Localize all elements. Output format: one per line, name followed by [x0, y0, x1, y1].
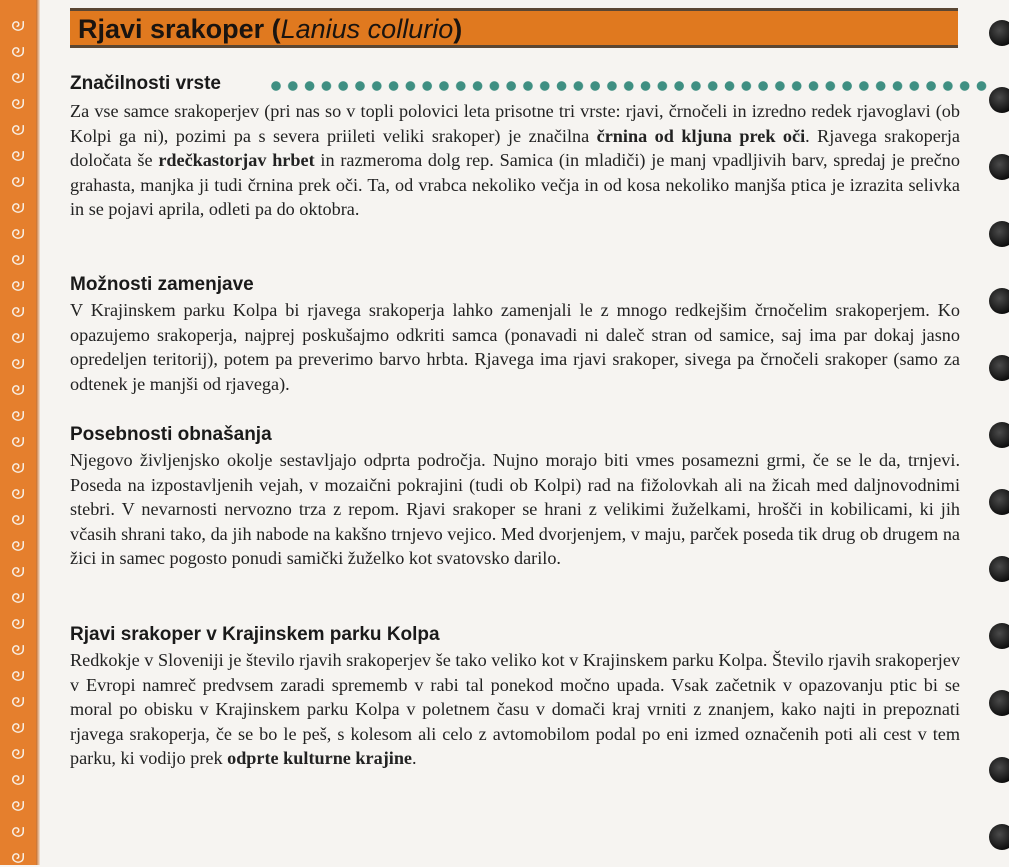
curl-icon: ᘐ	[8, 150, 27, 162]
curl-icon: ᘐ	[8, 410, 27, 422]
spiral-ring-icon	[989, 489, 1009, 515]
curl-icon: ᘐ	[8, 644, 27, 656]
curl-icon: ᘐ	[8, 306, 27, 318]
heading-park: Rjavi srakoper v Krajinskem parku Kolpa	[70, 624, 440, 645]
title-banner	[70, 8, 958, 48]
title-latin-name: Lanius collurio	[280, 14, 454, 44]
curl-icon: ᘐ	[8, 774, 27, 786]
curl-icon: ᘐ	[8, 384, 27, 396]
curl-icon: ᘐ	[8, 748, 27, 760]
paragraph-park	[70, 648, 960, 771]
curl-icon: ᘐ	[8, 228, 27, 240]
curl-icon: ᘐ	[8, 254, 27, 266]
curl-icon: ᘐ	[8, 514, 27, 526]
curl-icon: ᘐ	[8, 280, 27, 292]
dotted-rule	[270, 80, 990, 94]
curl-icon: ᘐ	[8, 618, 27, 630]
paragraph-behaviour: Njegovo življenjsko okolje sestavljajo odprta področja. Nujno morajo biti vmes posamezni grmi, če se le da, trnjevi. Poseda na izpostavljenih vejah, v mozaični pokrajini (tudi ob Kolpi) rad na fižolovkah ali na žicah med daljnovodnimi stebri. V nevarnosti nervozno trza z repom. Rjavi srakoper se hrani z velikimi žuželkami, hrošči in kobilicami, ki jih včasih shrani tako, da jih nabode na kakšno trnjevo vejico. Med dvorjenjem, v maju, parček poseda tik drug ob drugem na žici in samec pogosto ponudi samički žuželko kot svatovsko darilo.	[70, 450, 960, 568]
strip-shadow	[36, 0, 40, 865]
curl-icon: ᘐ	[8, 332, 27, 344]
spiral-ring-icon	[989, 87, 1009, 113]
curl-icon: ᘐ	[8, 202, 27, 214]
title-common-name: Rjavi srakoper	[78, 14, 265, 44]
spiral-ring-icon	[989, 355, 1009, 381]
spiral-ring-icon	[989, 623, 1009, 649]
spiral-ring-icon	[989, 288, 1009, 314]
curl-icon: ᘐ	[8, 124, 27, 136]
spiral-ring-icon	[989, 690, 1009, 716]
curl-icon: ᘐ	[8, 670, 27, 682]
curl-icon: ᘐ	[8, 72, 27, 84]
bold-run: rdečkastorjav hrbet	[158, 150, 315, 170]
curl-icon: ᘐ	[8, 800, 27, 812]
heading-characteristics: Značilnosti vrste	[70, 73, 221, 94]
curl-icon: ᘐ	[8, 176, 27, 188]
spiral-ring-icon	[989, 20, 1009, 46]
heading-behaviour: Posebnosti obnašanja	[70, 424, 272, 445]
bold-run: odprte kulturne krajine	[227, 748, 413, 768]
curl-icon: ᘐ	[8, 488, 27, 500]
curl-icon: ᘐ	[8, 722, 27, 734]
spiral-ring-icon	[989, 824, 1009, 850]
spiral-ring-icon	[989, 154, 1009, 180]
title-paren-open: (	[264, 14, 281, 44]
spiral-ring-icon	[989, 422, 1009, 448]
curl-icon: ᘐ	[8, 46, 27, 58]
curl-icon: ᘐ	[8, 20, 27, 32]
curl-icon: ᘐ	[8, 592, 27, 604]
paragraph-confusion: V Krajinskem parku Kolpa bi rjavega srakoperja lahko zamenjali le z mnogo redkejšim črnočelim srakoperjem. Ko opazujemo srakoperja, najprej poskušajmo odkriti samca (ponavadi ni daleč stran od samice, saj ima par dokaj jasno opredeljen teritorij), potem pa preverimo barvo hrbta. Rjavega ima rjavi srakoper, sivega pa črnočeli srakoper (samo za odtenek je manjši od rjavega).	[70, 300, 960, 394]
curl-icon: ᘐ	[8, 436, 27, 448]
heading-confusion: Možnosti zamenjave	[70, 274, 254, 295]
curl-icon: ᘐ	[8, 98, 27, 110]
spiral-ring-icon	[989, 556, 1009, 582]
curl-icon: ᘐ	[8, 696, 27, 708]
spiral-ring-icon	[989, 221, 1009, 247]
curl-icon: ᘐ	[8, 852, 27, 864]
curl-icon: ᘐ	[8, 462, 27, 474]
spiral-ring-icon	[989, 757, 1009, 783]
curl-icon: ᘐ	[8, 540, 27, 552]
text-run: Redkokje v Sloveniji je število rjavih srakoperjev še tako veliko kot v Krajinskem parku Kolpa. Število rjavih srakoperjev v Evropi namreč predvsem zaradi sprememb v rabi tal ponekod močno upada. Vsak začetnik v opazovanju ptic bi se moral po obisku v Krajinskem parku Kolpa v poletnem času v domači kraj vrniti z znanjem, kako najti in prepoznati rjavega srakoperja, če se bo le peš, s kolesom ali celo z avtomobilom podal po eni izmed označenih poti ali cest v tem parku, ki vodijo prek	[70, 650, 960, 768]
curl-icon: ᘐ	[8, 358, 27, 370]
text-run: .	[412, 748, 417, 768]
title-paren-close: )	[453, 14, 463, 44]
text-run: Za vse samce srakoperjev (pri nas so v topli polovici leta prisotne tri vrste: rjavi, črnočeli in izredno redek rjavoglavi (ob Kolpi ga ni), pozimi pa s severa priileti veliki srakoper) je značilna	[70, 101, 960, 146]
left-margin-strip	[0, 0, 36, 865]
paragraph-characteristics	[70, 99, 960, 222]
page-title	[78, 14, 462, 45]
curl-icon: ᘐ	[8, 826, 27, 838]
text-run: in razmeroma dolg rep. Samica (in mladiči) je manj vpadljivih barv, spredaj je prečno grahasta, manjka ji tudi črnina prek oči. Ta, od vrabca nekoliko večja in od kosa nekoliko manjša ptica je izrazita selivka in se pojavi aprila, odleti pa do oktobra.	[70, 150, 960, 219]
text-run: . Rjavega srakoperja določata še	[70, 125, 960, 170]
bold-run: črnina od kljuna prek oči	[596, 125, 806, 146]
curl-icon: ᘐ	[8, 566, 27, 578]
